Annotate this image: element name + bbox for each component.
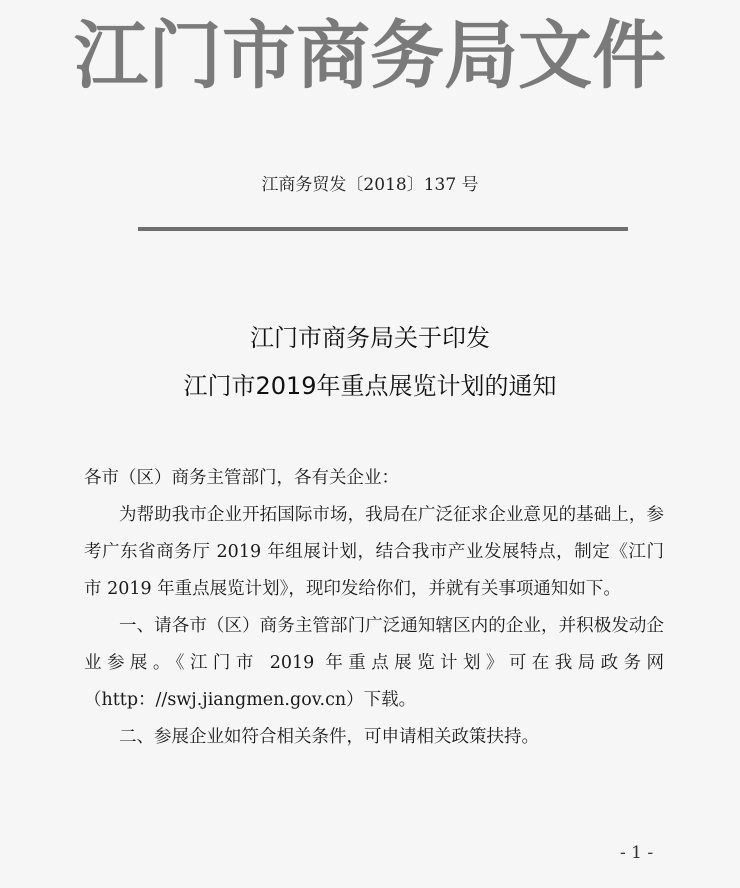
notice-title-line-2: 江门市2019年重点展览计划的通知 xyxy=(183,372,557,400)
notice-title-line-1: 江门市商务局关于印发 xyxy=(250,324,490,352)
header-divider xyxy=(138,227,628,231)
masthead-title: 江门市商务局文件 xyxy=(74,13,666,99)
page-number: - 1 - xyxy=(620,843,654,863)
document-number: 江商务贸发〔2018〕137 号 xyxy=(261,175,479,195)
paragraph-item-2: 二、参展企业如符合相关条件，可申请相关政策扶持。 xyxy=(119,727,539,747)
paragraph-item-1: 一、请各市（区）商务主管部门广泛通知辖区内的企业，并积极发动企业参展。《江门市 2019 年重点展览计划》可在我局政务网（http：//swj.jiangmen.gov.cn）下载。 xyxy=(84,616,664,710)
notice-body xyxy=(84,460,664,756)
paragraph-intro: 为帮助我市企业开拓国际市场，我局在广泛征求企业意见的基础上，参考广东省商务厅 2019 年组展计划，结合我市产业发展特点，制定《江门市 2019 年重点展览计划》，现印发给你们，并就有关事项通知如下。 xyxy=(84,505,664,599)
salutation: 各市（区）商务主管部门，各有关企业： xyxy=(84,468,399,488)
